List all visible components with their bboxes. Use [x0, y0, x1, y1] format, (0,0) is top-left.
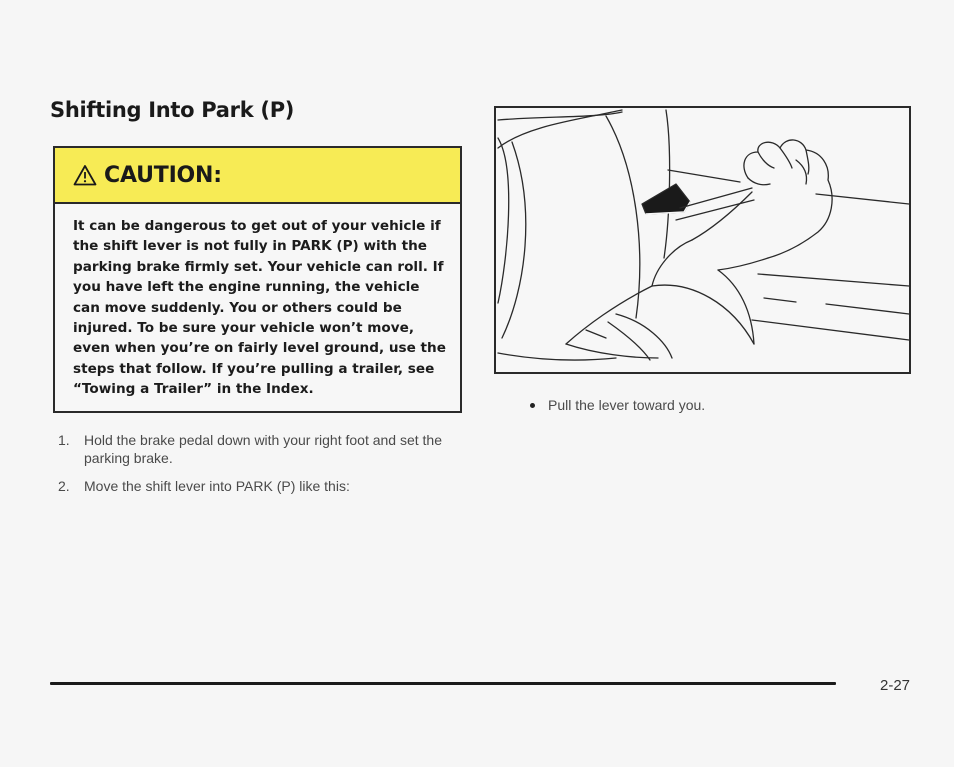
- caution-header: [55, 148, 460, 204]
- page-number: 2-27: [880, 677, 911, 694]
- bullet-icon: [530, 403, 535, 408]
- step-text: Move the shift lever into PARK (P) like this:: [84, 478, 350, 494]
- step-text: Hold the brake pedal down with your right foot and set the parking brake.: [84, 432, 442, 466]
- step-number: 1.: [58, 432, 70, 448]
- warning-triangle-icon: [73, 164, 97, 186]
- figure-caption: [530, 397, 705, 413]
- step-number: 2.: [58, 478, 70, 494]
- hand-pulling-shift-lever-illustration: [496, 108, 909, 372]
- figure-caption-text: Pull the lever toward you.: [548, 397, 706, 413]
- footer-rule: [50, 682, 836, 685]
- list-item: [58, 431, 468, 467]
- section-title: Shifting Into Park (P): [50, 98, 295, 122]
- shift-lever-figure: [494, 106, 911, 374]
- list-item: [58, 477, 468, 495]
- caution-title: CAUTION:: [104, 162, 222, 188]
- caution-text: It can be dangerous to get out of your vehicle if the shift lever is not fully in PARK (P) with the parking brake firmly set. Your vehicle can roll. If you have left the engine running, the vehicle can move suddenly. You or others could be injured. To be sure your vehicle won’t move, even when you’re on fairly level ground, use the steps that follow. If you’re pulling a trailer, see “Towing a Trailer” in the Index.: [73, 218, 446, 398]
- step-list: [58, 431, 468, 505]
- caution-box: [53, 146, 462, 413]
